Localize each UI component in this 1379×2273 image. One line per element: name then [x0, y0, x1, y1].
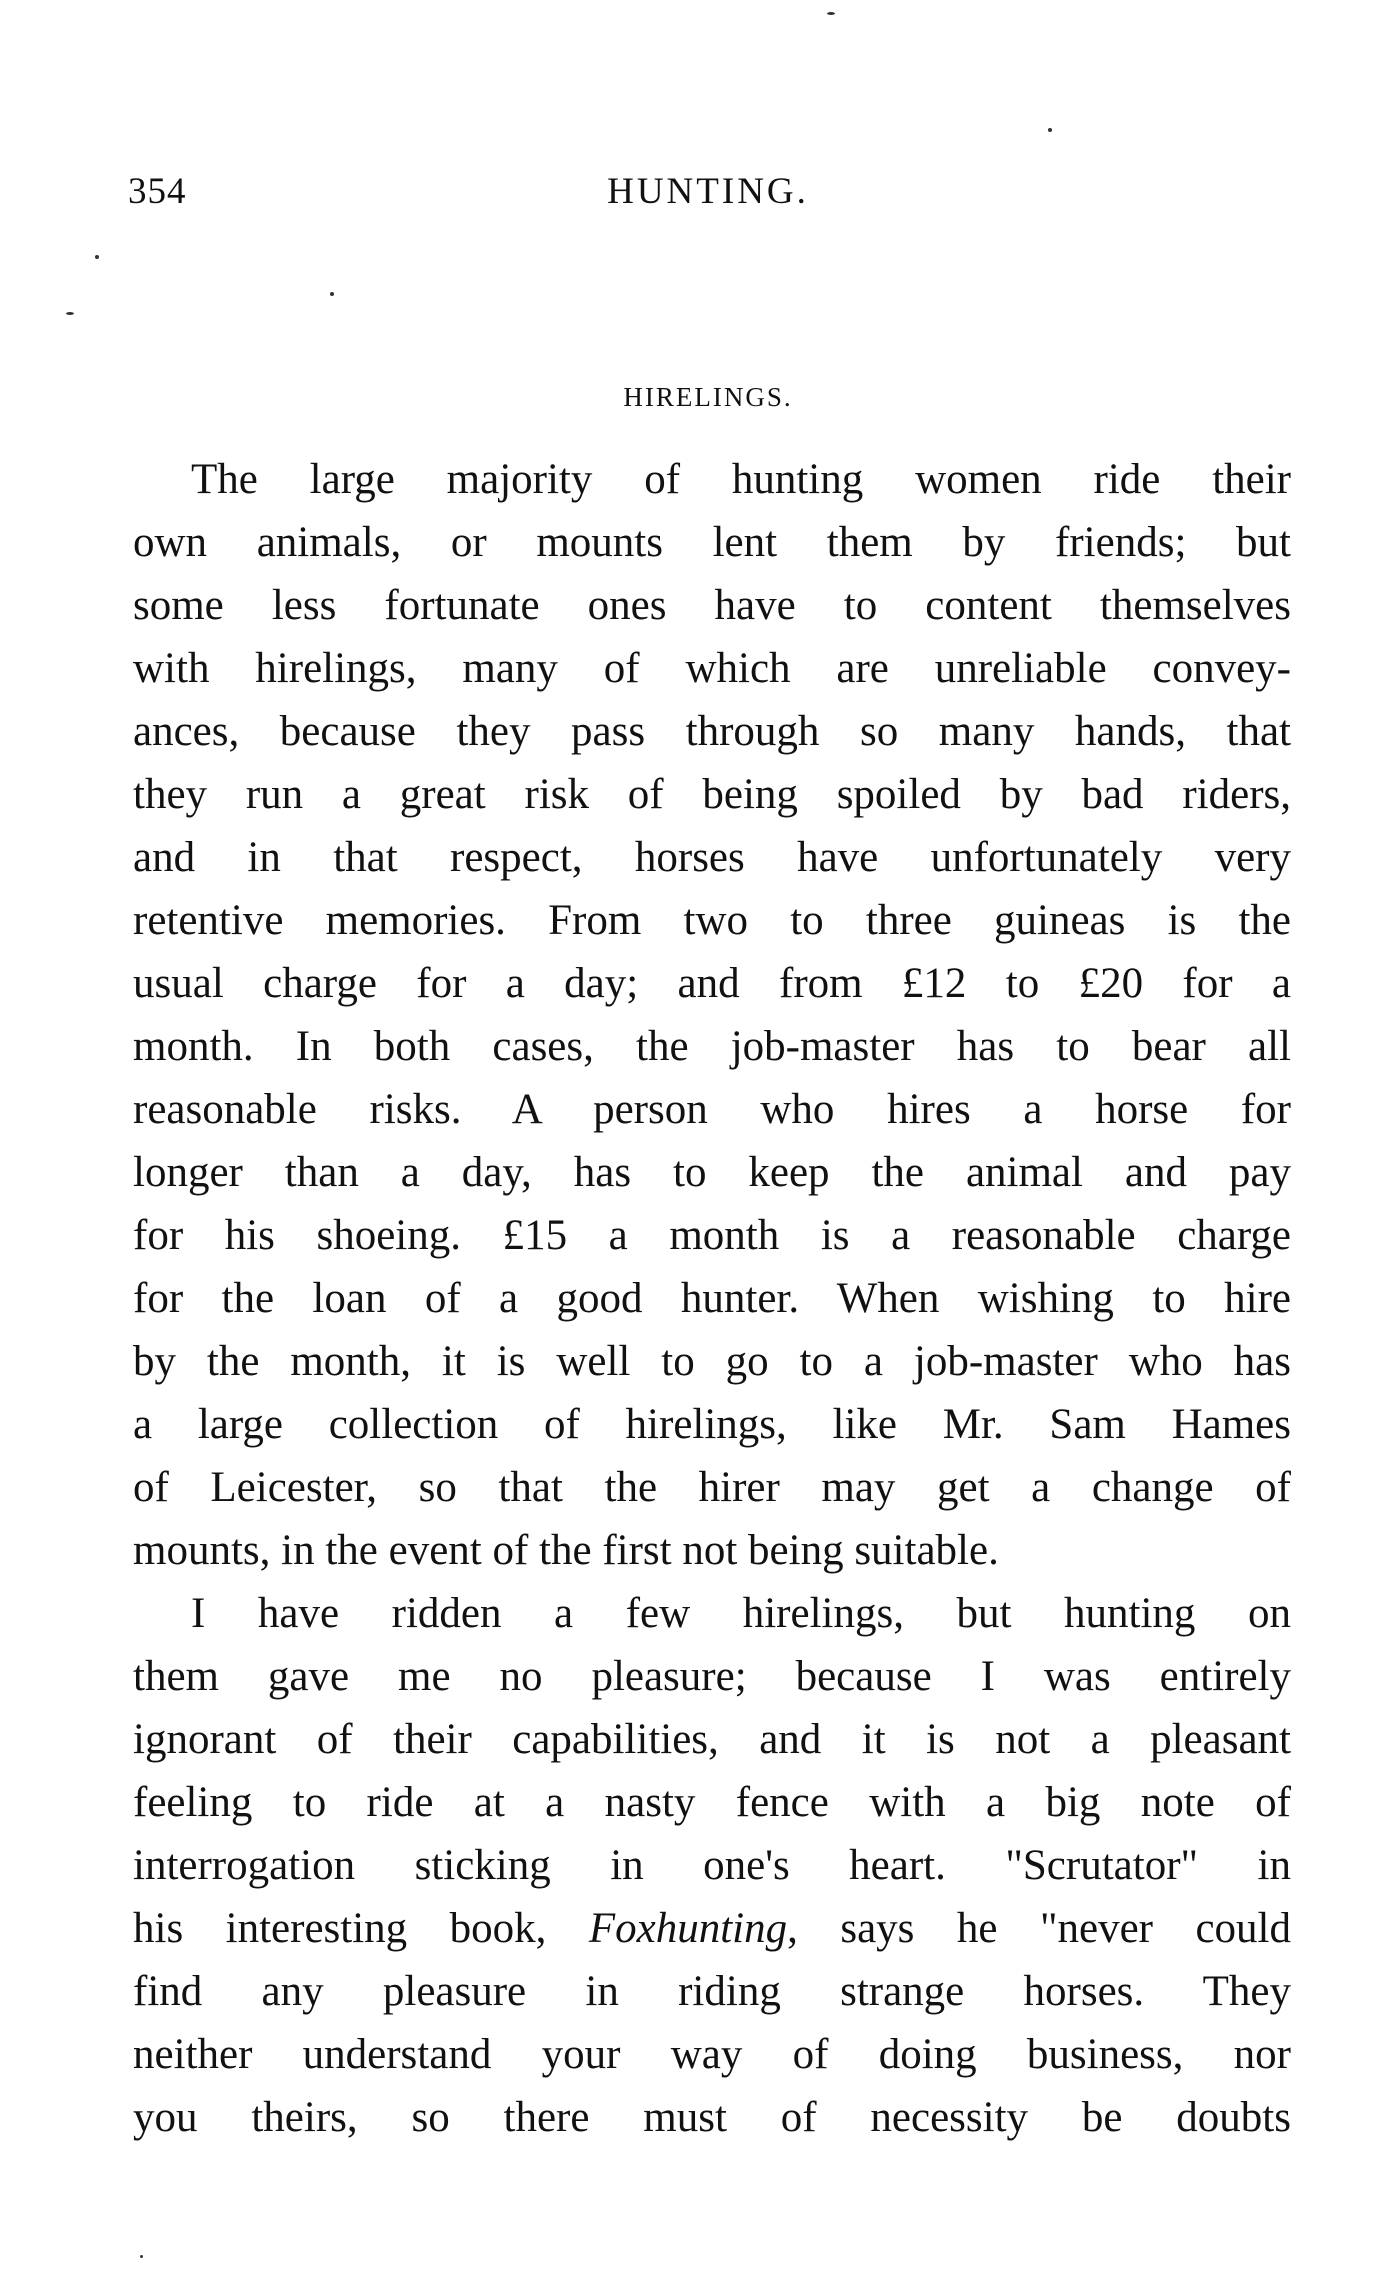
line-text-before-title: his interesting book, — [133, 1905, 589, 1952]
text-line: they run a great risk of being spoiled by bad riders, — [133, 771, 1291, 818]
text-line: for his shoeing. £15 a month is a reasonable charge — [133, 1212, 1291, 1259]
text-line: some less fortunate ones have to content themselves — [133, 582, 1291, 629]
text-line: a large collection of hirelings, like Mr. Sam Hames — [133, 1401, 1291, 1448]
text-line: them gave me no pleasure; because I was entirely — [133, 1653, 1291, 1700]
paragraph-hirelings-2 — [133, 1582, 1291, 2149]
section-heading: HIRELINGS. — [623, 382, 793, 412]
text-line: feeling to ride at a nasty fence with a big note of — [133, 1779, 1291, 1826]
body-text — [133, 448, 1291, 2149]
text-line: own animals, or mounts lent them by friends; but — [133, 519, 1291, 566]
scan-speck — [330, 292, 334, 296]
scan-speck — [95, 255, 99, 259]
line-text-after-title: , says he "never could — [787, 1905, 1291, 1952]
scan-speck — [827, 12, 835, 15]
scan-speck — [140, 2255, 143, 2258]
text-line: of Leicester, so that the hirer may get a change of — [133, 1464, 1291, 1511]
scan-speck — [66, 312, 74, 315]
text-line: and in that respect, horses have unfortunately very — [133, 834, 1291, 881]
text-line: month. In both cases, the job-master has to bear all — [133, 1023, 1291, 1070]
text-line: usual charge for a day; and from £12 to £20 for a — [133, 960, 1291, 1007]
text-line: ances, because they pass through so many hands, that — [133, 708, 1291, 755]
text-line: I have ridden a few hirelings, but hunting on — [191, 1590, 1291, 1637]
text-line: mounts, in the event of the first not being suitable. — [133, 1527, 999, 1574]
text-line: interrogation sticking in one's heart. "Scrutator" in — [133, 1842, 1291, 1889]
book-title: Foxhunting — [588, 1905, 788, 1952]
paragraph-hirelings-1 — [133, 448, 1291, 1582]
text-line: find any pleasure in riding strange horses. They — [133, 1968, 1291, 2015]
text-line: ignorant of their capabilities, and it is not a pleasant — [133, 1716, 1291, 1763]
text-line: longer than a day, has to keep the animal and pay — [133, 1149, 1291, 1196]
running-head — [128, 170, 1288, 230]
page-number: 354 — [128, 171, 187, 212]
text-line: The large majority of hunting women ride their — [191, 456, 1291, 503]
running-title: HUNTING. — [607, 171, 809, 212]
scan-speck — [1048, 128, 1052, 132]
text-line: by the month, it is well to go to a job-master who has — [133, 1338, 1291, 1385]
text-line-with-title — [133, 1897, 1291, 1960]
text-line: retentive memories. From two to three guineas is the — [133, 897, 1291, 944]
text-line: neither understand your way of doing business, nor — [133, 2031, 1291, 2078]
text-line: with hirelings, many of which are unreliable convey- — [133, 645, 1291, 692]
text-line: you theirs, so there must of necessity be doubts — [133, 2094, 1291, 2141]
text-line: for the loan of a good hunter. When wishing to hire — [133, 1275, 1291, 1322]
text-line: reasonable risks. A person who hires a horse for — [133, 1086, 1291, 1133]
